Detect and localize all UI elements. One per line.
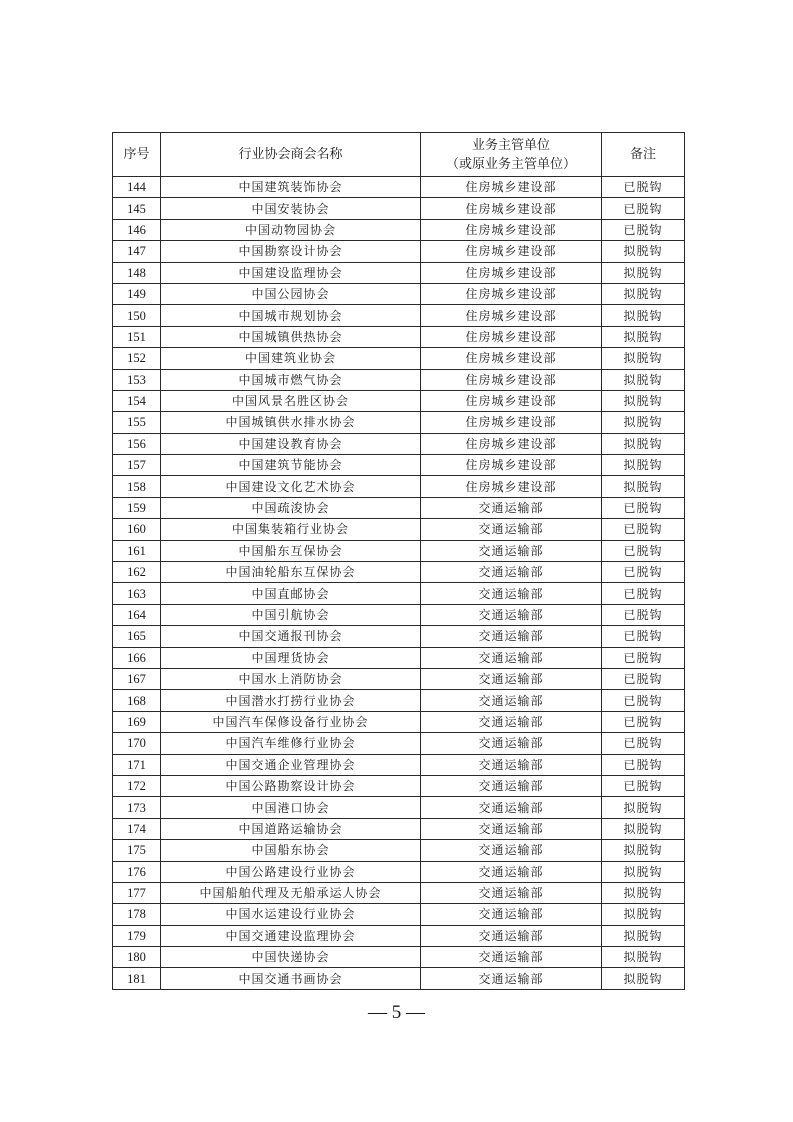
row-name: 中国船东互保协会 — [161, 540, 421, 561]
row-name: 中国建设教育协会 — [161, 433, 421, 454]
row-dept: 交通运输部 — [421, 818, 602, 839]
table-row — [113, 690, 685, 711]
row-seq: 157 — [113, 455, 161, 476]
row-note: 拟脱钩 — [602, 947, 685, 968]
row-seq: 158 — [113, 476, 161, 497]
table-row — [113, 412, 685, 433]
row-dept: 交通运输部 — [421, 733, 602, 754]
row-dept: 交通运输部 — [421, 626, 602, 647]
row-note: 已脱钩 — [602, 177, 685, 198]
table-row — [113, 840, 685, 861]
row-name: 中国建筑业协会 — [161, 348, 421, 369]
table-row — [113, 668, 685, 689]
row-note: 已脱钩 — [602, 668, 685, 689]
row-seq: 159 — [113, 497, 161, 518]
table-row — [113, 947, 685, 968]
row-seq: 173 — [113, 797, 161, 818]
row-note: 已脱钩 — [602, 562, 685, 583]
row-note: 拟脱钩 — [602, 925, 685, 946]
row-seq: 144 — [113, 177, 161, 198]
row-note: 拟脱钩 — [602, 797, 685, 818]
table-row — [113, 583, 685, 604]
table-row — [113, 519, 685, 540]
row-dept: 住房城乡建设部 — [421, 177, 602, 198]
row-note: 已脱钩 — [602, 626, 685, 647]
row-note: 拟脱钩 — [602, 283, 685, 304]
row-dept: 住房城乡建设部 — [421, 412, 602, 433]
row-dept: 交通运输部 — [421, 647, 602, 668]
row-seq: 168 — [113, 690, 161, 711]
row-seq: 164 — [113, 604, 161, 625]
row-seq: 172 — [113, 775, 161, 796]
header-note: 备注 — [602, 133, 685, 177]
row-seq: 177 — [113, 882, 161, 903]
table-row — [113, 540, 685, 561]
row-seq: 161 — [113, 540, 161, 561]
row-note: 拟脱钩 — [602, 904, 685, 925]
row-name: 中国城市燃气协会 — [161, 369, 421, 390]
row-seq: 156 — [113, 433, 161, 454]
row-note: 拟脱钩 — [602, 476, 685, 497]
row-note: 拟脱钩 — [602, 968, 685, 989]
table-row — [113, 241, 685, 262]
row-seq: 145 — [113, 198, 161, 219]
row-dept: 住房城乡建设部 — [421, 283, 602, 304]
row-seq: 152 — [113, 348, 161, 369]
row-dept: 交通运输部 — [421, 861, 602, 882]
row-name: 中国交通报刊协会 — [161, 626, 421, 647]
row-name: 中国疏浚协会 — [161, 497, 421, 518]
row-dept: 交通运输部 — [421, 797, 602, 818]
row-name: 中国交通书画协会 — [161, 968, 421, 989]
row-seq: 150 — [113, 305, 161, 326]
row-name: 中国汽车保修设备行业协会 — [161, 711, 421, 732]
row-note: 已脱钩 — [602, 604, 685, 625]
table-row — [113, 326, 685, 347]
row-dept: 交通运输部 — [421, 754, 602, 775]
row-note: 已脱钩 — [602, 583, 685, 604]
table-row — [113, 925, 685, 946]
table-row — [113, 647, 685, 668]
row-dept: 住房城乡建设部 — [421, 433, 602, 454]
row-seq: 146 — [113, 219, 161, 240]
table-row — [113, 711, 685, 732]
row-name: 中国快递协会 — [161, 947, 421, 968]
row-seq: 163 — [113, 583, 161, 604]
row-dept: 交通运输部 — [421, 497, 602, 518]
row-name: 中国水上消防协会 — [161, 668, 421, 689]
row-note: 拟脱钩 — [602, 412, 685, 433]
row-dept: 住房城乡建设部 — [421, 348, 602, 369]
row-note: 已脱钩 — [602, 497, 685, 518]
row-name: 中国水运建设行业协会 — [161, 904, 421, 925]
table-row — [113, 626, 685, 647]
row-name: 中国建设文化艺术协会 — [161, 476, 421, 497]
row-name: 中国引航协会 — [161, 604, 421, 625]
header-row — [113, 133, 685, 177]
row-name: 中国城镇供热协会 — [161, 326, 421, 347]
table-row — [113, 198, 685, 219]
row-dept: 交通运输部 — [421, 711, 602, 732]
row-seq: 174 — [113, 818, 161, 839]
row-name: 中国油轮船东互保协会 — [161, 562, 421, 583]
row-note: 拟脱钩 — [602, 348, 685, 369]
row-dept: 住房城乡建设部 — [421, 241, 602, 262]
row-dept: 交通运输部 — [421, 947, 602, 968]
row-name: 中国建设监理协会 — [161, 262, 421, 283]
table-row — [113, 497, 685, 518]
table-row — [113, 348, 685, 369]
row-seq: 175 — [113, 840, 161, 861]
row-note: 拟脱钩 — [602, 369, 685, 390]
table-row — [113, 904, 685, 925]
row-seq: 148 — [113, 262, 161, 283]
row-note: 拟脱钩 — [602, 861, 685, 882]
row-dept: 交通运输部 — [421, 968, 602, 989]
row-seq: 171 — [113, 754, 161, 775]
table-row — [113, 219, 685, 240]
row-note: 拟脱钩 — [602, 455, 685, 476]
row-name: 中国潜水打捞行业协会 — [161, 690, 421, 711]
header-name: 行业协会商会名称 — [161, 133, 421, 177]
row-seq: 162 — [113, 562, 161, 583]
table-row — [113, 604, 685, 625]
row-name: 中国动物园协会 — [161, 219, 421, 240]
table-row — [113, 262, 685, 283]
table-row — [113, 968, 685, 989]
row-seq: 153 — [113, 369, 161, 390]
page-number: — 5 — — [368, 1002, 425, 1023]
row-note: 已脱钩 — [602, 775, 685, 796]
table-row — [113, 177, 685, 198]
row-note: 已脱钩 — [602, 711, 685, 732]
row-name: 中国直邮协会 — [161, 583, 421, 604]
row-note: 拟脱钩 — [602, 390, 685, 411]
row-note: 拟脱钩 — [602, 433, 685, 454]
row-dept: 交通运输部 — [421, 562, 602, 583]
row-dept: 住房城乡建设部 — [421, 369, 602, 390]
row-name: 中国港口协会 — [161, 797, 421, 818]
row-name: 中国城市规划协会 — [161, 305, 421, 326]
row-name: 中国公园协会 — [161, 283, 421, 304]
row-dept: 住房城乡建设部 — [421, 390, 602, 411]
row-seq: 160 — [113, 519, 161, 540]
row-seq: 178 — [113, 904, 161, 925]
row-name: 中国勘察设计协会 — [161, 241, 421, 262]
row-dept: 住房城乡建设部 — [421, 455, 602, 476]
table-row — [113, 390, 685, 411]
table-row — [113, 369, 685, 390]
row-name: 中国交通企业管理协会 — [161, 754, 421, 775]
row-note: 已脱钩 — [602, 733, 685, 754]
row-note: 拟脱钩 — [602, 326, 685, 347]
table-body — [113, 177, 685, 990]
table-row — [113, 305, 685, 326]
table-row — [113, 733, 685, 754]
row-note: 已脱钩 — [602, 690, 685, 711]
row-seq: 165 — [113, 626, 161, 647]
row-dept: 交通运输部 — [421, 519, 602, 540]
row-dept: 住房城乡建设部 — [421, 219, 602, 240]
row-name: 中国汽车维修行业协会 — [161, 733, 421, 754]
row-note: 已脱钩 — [602, 647, 685, 668]
header-seq: 序号 — [113, 133, 161, 177]
row-note: 已脱钩 — [602, 540, 685, 561]
row-dept: 住房城乡建设部 — [421, 262, 602, 283]
table-row — [113, 283, 685, 304]
table-row — [113, 775, 685, 796]
row-dept: 交通运输部 — [421, 668, 602, 689]
table-header — [113, 133, 685, 177]
row-dept: 住房城乡建设部 — [421, 476, 602, 497]
row-name: 中国交通建设监理协会 — [161, 925, 421, 946]
header-dept-line1: 业务主管单位 — [471, 137, 550, 153]
row-name: 中国道路运输协会 — [161, 818, 421, 839]
row-note: 拟脱钩 — [602, 818, 685, 839]
row-dept: 住房城乡建设部 — [421, 305, 602, 326]
row-name: 中国船东协会 — [161, 840, 421, 861]
row-seq: 147 — [113, 241, 161, 262]
row-seq: 170 — [113, 733, 161, 754]
row-seq: 169 — [113, 711, 161, 732]
row-seq: 181 — [113, 968, 161, 989]
row-note: 已脱钩 — [602, 754, 685, 775]
table-row — [113, 882, 685, 903]
row-seq: 180 — [113, 947, 161, 968]
row-dept: 交通运输部 — [421, 840, 602, 861]
row-seq: 179 — [113, 925, 161, 946]
association-table — [112, 132, 685, 990]
row-seq: 154 — [113, 390, 161, 411]
row-dept: 交通运输部 — [421, 583, 602, 604]
table-row — [113, 562, 685, 583]
row-name: 中国集装箱行业协会 — [161, 519, 421, 540]
row-dept: 交通运输部 — [421, 925, 602, 946]
header-dept — [421, 133, 602, 177]
row-note: 已脱钩 — [602, 198, 685, 219]
row-seq: 149 — [113, 283, 161, 304]
row-name: 中国城镇供水排水协会 — [161, 412, 421, 433]
row-note: 拟脱钩 — [602, 305, 685, 326]
row-note: 拟脱钩 — [602, 840, 685, 861]
table-row — [113, 818, 685, 839]
header-dept-line2: （或原业务主管单位） — [445, 156, 576, 172]
row-seq: 155 — [113, 412, 161, 433]
table-row — [113, 861, 685, 882]
row-dept: 住房城乡建设部 — [421, 326, 602, 347]
row-seq: 167 — [113, 668, 161, 689]
row-seq: 166 — [113, 647, 161, 668]
row-name: 中国理货协会 — [161, 647, 421, 668]
row-dept: 交通运输部 — [421, 604, 602, 625]
row-dept: 交通运输部 — [421, 882, 602, 903]
row-note: 已脱钩 — [602, 219, 685, 240]
row-note: 拟脱钩 — [602, 241, 685, 262]
row-dept: 交通运输部 — [421, 775, 602, 796]
row-name: 中国建筑装饰协会 — [161, 177, 421, 198]
row-name: 中国船舶代理及无船承运人协会 — [161, 882, 421, 903]
row-name: 中国安装协会 — [161, 198, 421, 219]
row-dept: 交通运输部 — [421, 904, 602, 925]
table-row — [113, 433, 685, 454]
table-row — [113, 754, 685, 775]
row-dept: 住房城乡建设部 — [421, 198, 602, 219]
table-row — [113, 455, 685, 476]
row-name: 中国公路建设行业协会 — [161, 861, 421, 882]
row-name: 中国公路勘察设计协会 — [161, 775, 421, 796]
row-seq: 151 — [113, 326, 161, 347]
row-name: 中国风景名胜区协会 — [161, 390, 421, 411]
row-seq: 176 — [113, 861, 161, 882]
row-dept: 交通运输部 — [421, 540, 602, 561]
table-row — [113, 476, 685, 497]
row-note: 拟脱钩 — [602, 882, 685, 903]
row-dept: 交通运输部 — [421, 690, 602, 711]
row-note: 已脱钩 — [602, 519, 685, 540]
row-name: 中国建筑节能协会 — [161, 455, 421, 476]
table-row — [113, 797, 685, 818]
row-note: 拟脱钩 — [602, 262, 685, 283]
